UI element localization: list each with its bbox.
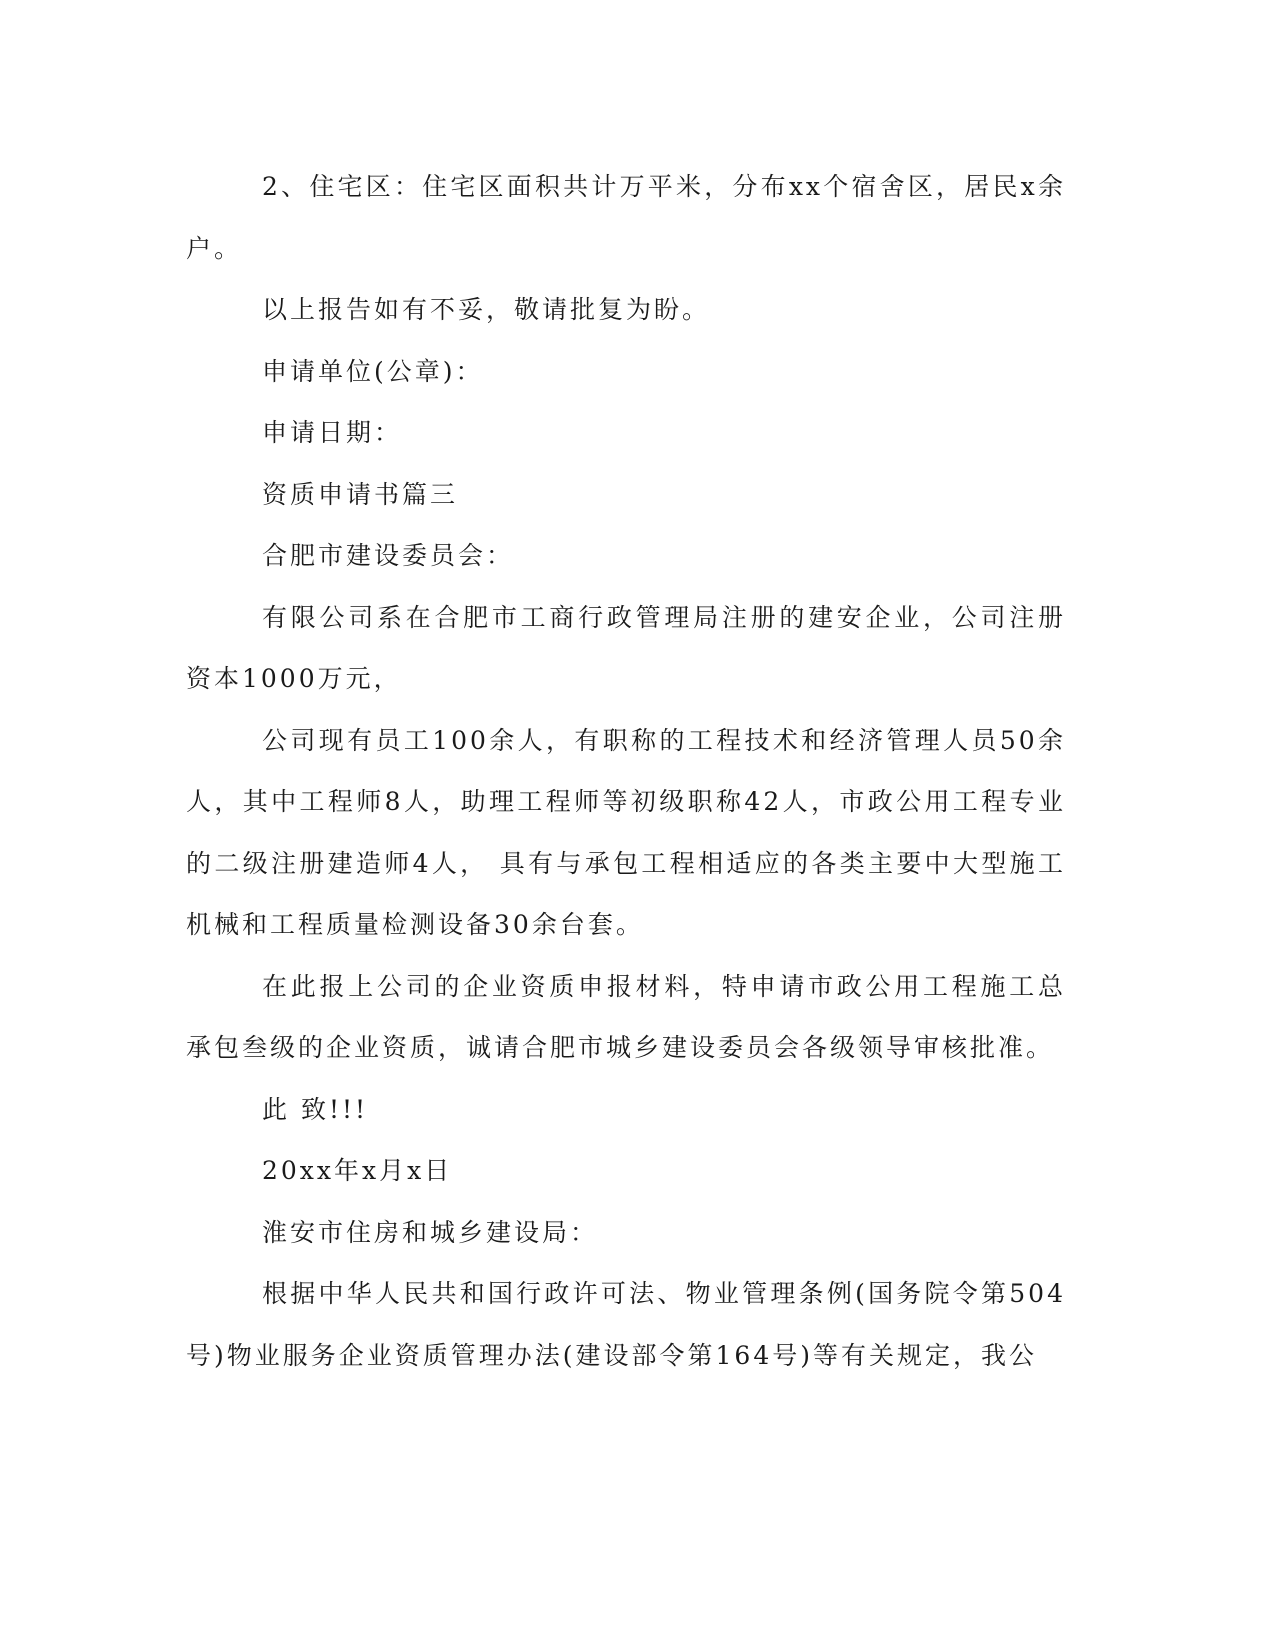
paragraph-recipient-huaian: 淮安市住房和城乡建设局：: [262, 1217, 599, 1247]
paragraph-legal-basis: 根据中华人民共和国行政许可法、物业管理条例(国务院令第504号)物业服务企业资质管理办法(建设部令第164号)等有关规定，我公: [186, 1279, 1066, 1370]
paragraph-application-request: 在此报上公司的企业资质申报材料，特申请市政公用工程施工总承包叁级的企业资质，诚请合肥市城乡建设委员会各级领导审核批准。: [186, 971, 1066, 1062]
document-body: [186, 156, 1066, 1386]
paragraph-recipient-hefei: 合肥市建设委员会：: [262, 541, 515, 570]
paragraph-company-intro: 有限公司系在合肥市工商行政管理局注册的建安企业，公司注册资本1000万元，: [186, 602, 1066, 693]
paragraph-applicant-unit: 申请单位(公章)：: [262, 356, 484, 386]
paragraph-date: 20xx年x月x日: [262, 1156, 453, 1185]
paragraph-report-closing: 以上报告如有不妥，敬请批复为盼。: [262, 295, 711, 324]
paragraph-residential-area: 2、住宅区：住宅区面积共计万平米，分布xx个宿舍区，居民x余户。: [186, 172, 1066, 263]
section-heading: 资质申请书篇三: [262, 479, 459, 509]
paragraph-application-date: 申请日期：: [262, 418, 403, 447]
paragraph-staff-equipment: 公司现有员工100余人，有职称的工程技术和经济管理人员50余人，其中工程师8人，助理工程师等初级职称42人，市政公用工程专业的二级注册建造师4人， 具有与承包工程相适应的各类主要中大型施工机械和工程质量检测设备30余台套。: [186, 725, 1066, 939]
paragraph-salutation: 此 致!!!: [262, 1094, 369, 1124]
